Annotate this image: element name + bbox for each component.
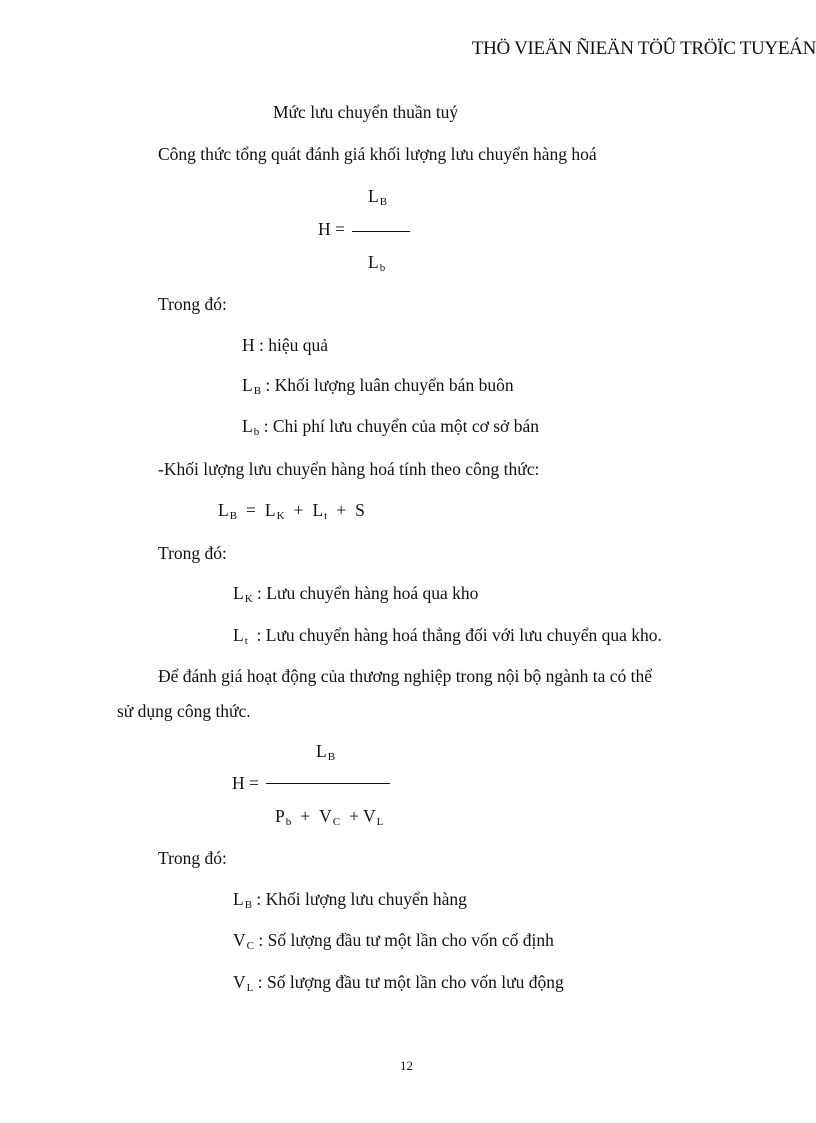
formula-3-lhs: H = xyxy=(232,773,259,793)
formula-2: $L_B = L_K + L_t + S$ xyxy=(218,500,365,522)
formula-1-denominator: $L_b$ xyxy=(368,252,386,274)
page-header: THÖ VIEÄN ÑIEÄN TÖÛ TRÖÏC TUYEÁN xyxy=(471,38,816,59)
definition-item: $L_B$ : Khối lượng luân chuyển bán buôn xyxy=(242,375,514,397)
where-label-2: Trong đó: xyxy=(158,543,227,563)
paragraph-line-2: sử dụng công thức. xyxy=(117,701,251,721)
section-heading: Mức lưu chuyển thuần tuý xyxy=(273,102,459,122)
definition-item: $V_C$ : Số lượng đầu tư một lần cho vốn cố định xyxy=(233,930,554,952)
definition-item: $L_t$ : Lưu chuyển hàng hoá thẳng đối với lưu chuyển qua kho. xyxy=(233,625,662,647)
definition-item: $L_B$ : Khối lượng lưu chuyển hàng xyxy=(233,889,467,911)
formula-1-numerator: $L_B$ xyxy=(368,186,388,208)
where-label-3: Trong đó: xyxy=(158,848,227,868)
formula-1-lhs: H = xyxy=(318,219,345,239)
definition-item: H : hiệu quả xyxy=(242,335,329,355)
definition-item: $L_b$ : Chi phí lưu chuyển của một cơ sở bán xyxy=(242,416,539,438)
definition-item: $V_L$ : Số lượng đầu tư một lần cho vốn lưu động xyxy=(233,972,564,994)
intro-line: Công thức tổng quát đánh giá khối lượng lưu chuyển hàng hoá xyxy=(158,144,597,164)
formula-3-numerator: $L_B$ xyxy=(316,741,336,763)
definition-item: $L_K$ : Lưu chuyển hàng hoá qua kho xyxy=(233,583,479,605)
fraction-bar xyxy=(266,783,390,784)
paragraph-line-1: Để đánh giá hoạt động của thương nghiệp trong nội bộ ngành ta có thể xyxy=(158,666,653,686)
page-number: 12 xyxy=(400,1058,413,1073)
fraction-bar xyxy=(352,231,410,232)
where-label-1: Trong đó: xyxy=(158,294,227,314)
formula-3-denominator: $P_b + V_C + V_L$ xyxy=(275,806,384,828)
volume-line: -Khối lượng lưu chuyển hàng hoá tính theo công thức: xyxy=(158,459,540,479)
